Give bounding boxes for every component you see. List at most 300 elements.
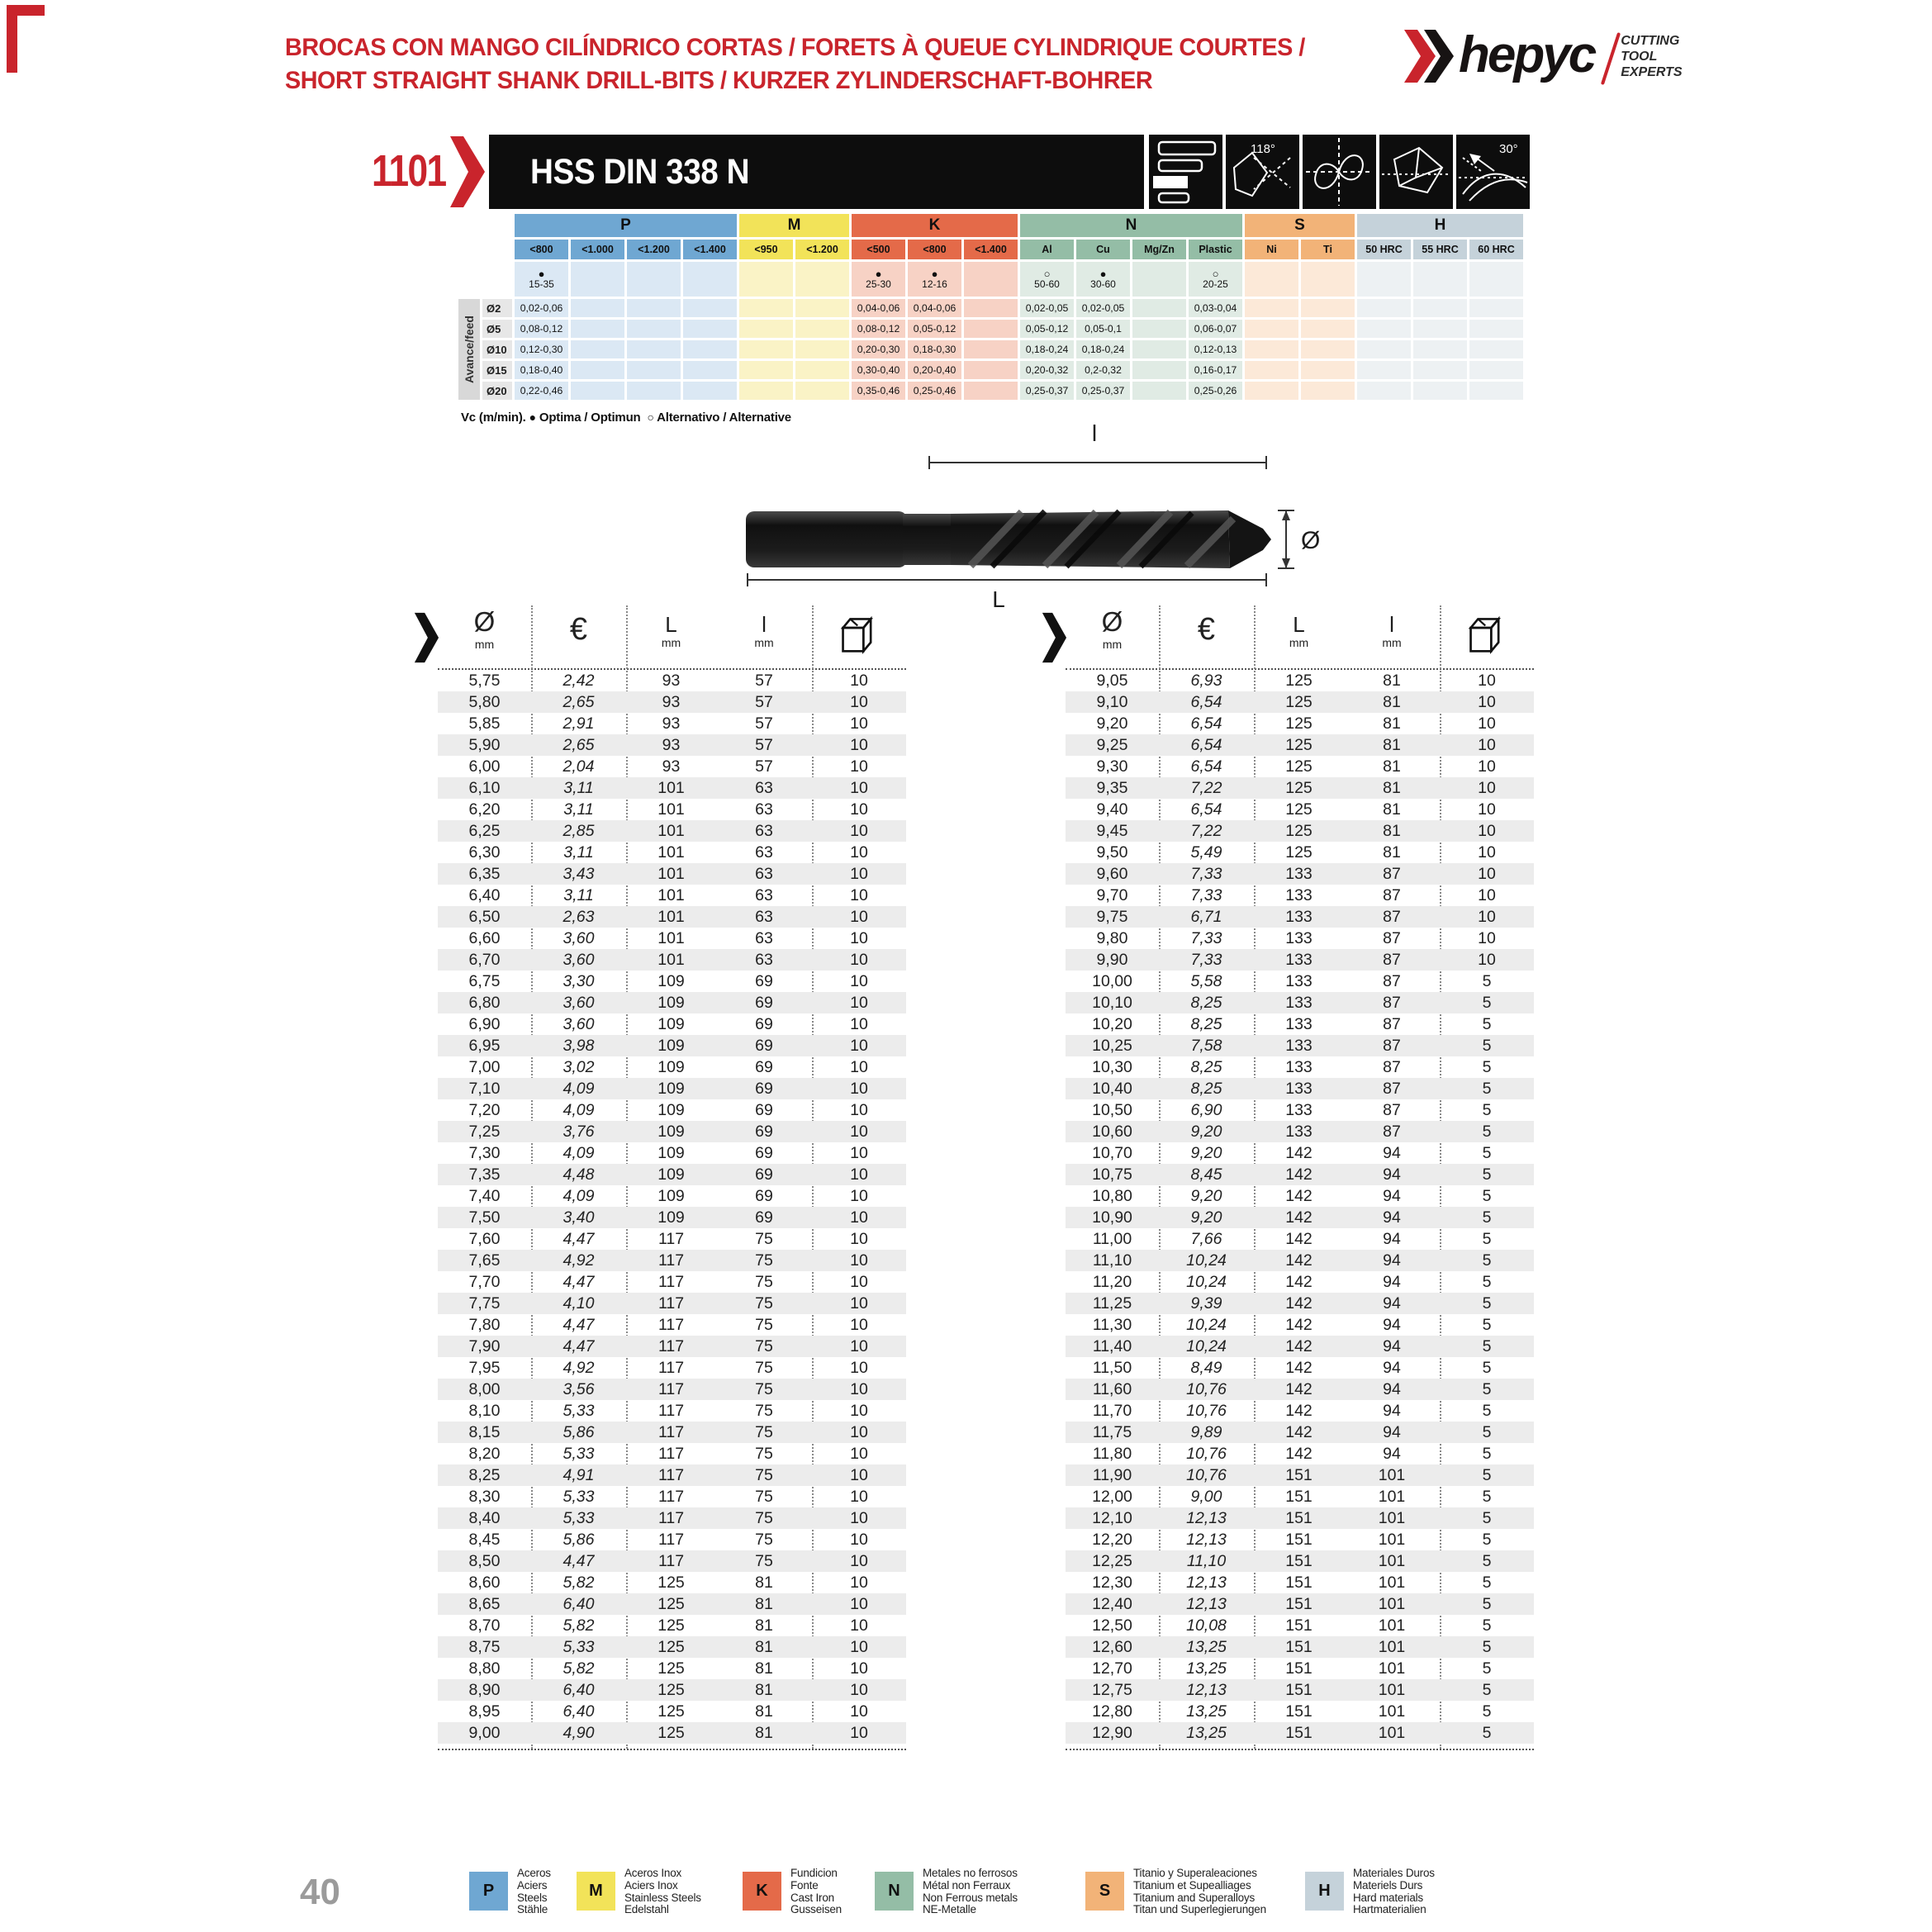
package-qty-cell: 10 (850, 692, 868, 711)
price-cell: 5,82 (563, 1659, 595, 1678)
legend-text-line: Aciers Inox (624, 1878, 678, 1892)
total-length-cell: 151 (1285, 1659, 1313, 1678)
diameter-cell: 8,80 (468, 1659, 501, 1678)
diameter-cell: 10,40 (1092, 1079, 1132, 1098)
flute-length-cell: 75 (755, 1251, 773, 1270)
package-qty-cell: 10 (850, 1294, 868, 1313)
speed-table-subcol-header: <1.400 (964, 240, 1018, 259)
package-box-icon (1468, 610, 1506, 658)
diameter-cell: 8,90 (468, 1680, 501, 1699)
flute-length-cell: 75 (755, 1508, 773, 1527)
price-table-header (438, 605, 906, 668)
legend-chip-S: S (1085, 1872, 1124, 1911)
price-row (438, 1464, 906, 1486)
price-cell: 12,13 (1186, 1530, 1227, 1549)
flute-length-cell: 81 (755, 1659, 773, 1678)
total-length-symbol: L (1293, 612, 1305, 637)
legend-text-line: Fundicion (790, 1867, 838, 1879)
drill-tip (1228, 510, 1271, 568)
cutting-edge-icon (1379, 135, 1453, 209)
flute-length-cell: 87 (1383, 1057, 1401, 1076)
vc-value: 25-30 (866, 278, 891, 290)
price-row (438, 949, 906, 971)
price-cell: 10,24 (1186, 1272, 1227, 1291)
total-length-cell: 117 (657, 1315, 685, 1334)
speed-table-feed-cell (571, 320, 624, 338)
legend-text-N (923, 1868, 1018, 1916)
diameter-cell: 7,70 (468, 1272, 501, 1291)
flute-length-cell: 101 (1378, 1465, 1406, 1484)
speed-table-subcol-header: Cu (1076, 240, 1130, 259)
package-qty-cell: 10 (1478, 843, 1496, 862)
price-cell: 6,90 (1190, 1100, 1222, 1119)
diameter-cell: 12,90 (1092, 1723, 1132, 1742)
speed-table-feed-cell: 0,20-0,32 (1020, 361, 1074, 379)
legend-text-line: Materiels Durs (1353, 1878, 1423, 1892)
price-cell: 7,58 (1190, 1036, 1222, 1055)
price-cell: 4,47 (563, 1336, 595, 1355)
flute-length-cell: 75 (755, 1272, 773, 1291)
price-row (1066, 1615, 1534, 1636)
price-row (1066, 820, 1534, 842)
speed-table-feed-cell (795, 320, 849, 338)
diameter-cell: 7,40 (468, 1186, 501, 1205)
package-qty-cell: 5 (1482, 1251, 1492, 1270)
speed-table-feed-cell: 0,18-0,24 (1020, 340, 1074, 358)
price-cell: 4,09 (563, 1100, 595, 1119)
speed-table-feed-cell (571, 299, 624, 317)
flute-length-cell: 94 (1383, 1251, 1401, 1270)
flute-length-cell: 81 (1383, 735, 1401, 754)
brand-chevron-icon (1403, 25, 1455, 92)
package-qty-cell: 10 (850, 821, 868, 840)
package-qty-cell: 10 (850, 714, 868, 733)
package-qty-cell: 10 (1478, 778, 1496, 797)
price-cell: 10,76 (1186, 1444, 1227, 1463)
diameter-cell: 7,80 (468, 1315, 501, 1334)
flute-length-cell: 101 (1378, 1680, 1406, 1699)
total-length-cell: 93 (662, 714, 681, 733)
diameter-unit: mm (1102, 638, 1123, 651)
flute-length-symbol: l (1389, 612, 1394, 637)
diameter-cell: 8,40 (468, 1508, 501, 1527)
price-cell: 3,76 (563, 1122, 595, 1141)
speed-table-feed-cell (795, 299, 849, 317)
diameter-cell: 12,60 (1092, 1637, 1132, 1656)
flute-length-cell: 94 (1383, 1208, 1401, 1227)
total-length-cell: 117 (657, 1358, 685, 1377)
flute-length-cell: 87 (1383, 864, 1401, 883)
speed-table-row-label: Ø20 (482, 382, 512, 400)
speed-table-feed-cell (1245, 382, 1298, 400)
vc-value: 50-60 (1034, 278, 1060, 290)
size-bars-icon (1149, 135, 1222, 209)
speed-table-feed-cell: 0,25-0,46 (908, 382, 961, 400)
flute-length-cell: 94 (1383, 1401, 1401, 1420)
diameter-cell: 7,10 (468, 1079, 501, 1098)
package-qty-cell: 10 (850, 1487, 868, 1506)
package-qty-cell: 10 (850, 1702, 868, 1721)
flute-length-cell: 94 (1383, 1358, 1401, 1377)
legend-text-S (1133, 1868, 1266, 1916)
legend-chip-M: M (577, 1872, 615, 1911)
flute-length-cell: 75 (755, 1315, 773, 1334)
diameter-cell: 12,20 (1092, 1530, 1132, 1549)
price-row (438, 1271, 906, 1293)
speed-table-vc-cell (1357, 262, 1411, 297)
diameter-cell: 5,90 (468, 735, 501, 754)
diameter-cell: 9,80 (1096, 928, 1128, 947)
total-length-cell: 125 (657, 1573, 685, 1592)
speed-table-feed-cell: 0,25-0,37 (1076, 382, 1130, 400)
total-length-cell: 117 (657, 1551, 685, 1570)
package-qty-cell: 5 (1482, 1100, 1492, 1119)
diameter-cell: 8,20 (468, 1444, 501, 1463)
diameter-cell: 12,70 (1092, 1659, 1132, 1678)
legend-chip-H: H (1305, 1872, 1344, 1911)
svg-text:30°: 30° (1499, 142, 1518, 156)
flute-length-cell: 75 (755, 1229, 773, 1248)
flute-length-cell: 69 (755, 1100, 773, 1119)
price-row (1066, 1078, 1534, 1099)
price-cell: 3,60 (563, 950, 595, 969)
price-cell: 6,54 (1190, 714, 1222, 733)
table-bottom-divider (438, 1749, 906, 1750)
legend-text-line: Gusseisen (790, 1903, 842, 1916)
price-table-left (438, 605, 906, 1755)
price-cell: 5,49 (1190, 843, 1222, 862)
speed-table-group-P: P (515, 214, 737, 237)
package-qty-cell: 10 (850, 778, 868, 797)
price-row (1066, 1464, 1534, 1486)
total-length-cell: 117 (657, 1379, 685, 1398)
package-qty-cell: 10 (850, 800, 868, 819)
speed-table-vc-cell (1189, 262, 1242, 297)
flute-length-cell: 94 (1383, 1444, 1401, 1463)
flute-length-cell: 81 (1383, 800, 1401, 819)
flute-length-cell: 87 (1383, 993, 1401, 1012)
package-qty-cell: 10 (850, 671, 868, 690)
flute-length-cell: 75 (755, 1487, 773, 1506)
price-cell: 2,63 (563, 907, 595, 926)
price-row (438, 1185, 906, 1207)
price-cell: 3,60 (563, 1014, 595, 1033)
flute-length-cell: 69 (755, 993, 773, 1012)
price-row (438, 1314, 906, 1336)
total-length-cell: 151 (1285, 1723, 1313, 1742)
speed-table-subcol-header: Ti (1301, 240, 1355, 259)
price-cell: 9,89 (1190, 1422, 1222, 1441)
flute-length-cell: 94 (1383, 1379, 1401, 1398)
diameter-cell: 8,10 (468, 1401, 501, 1420)
brand-tagline-line: EXPERTS (1621, 65, 1683, 79)
brand-tagline-line: CUTTING (1621, 34, 1680, 48)
flute-length-symbol: l (762, 612, 767, 637)
total-length-cell: 133 (1285, 864, 1313, 883)
flute-length-cell: 57 (755, 714, 773, 733)
price-row (438, 1250, 906, 1271)
diameter-cell: 6,95 (468, 1036, 501, 1055)
speed-table-feed-cell (683, 361, 737, 379)
speed-table-feed-cell (739, 299, 793, 317)
flute-length-cell: 75 (755, 1336, 773, 1355)
price-row (438, 691, 906, 713)
flute-length-cell: 81 (755, 1702, 773, 1721)
speed-table-feed-cell (739, 382, 793, 400)
price-cell: 12,13 (1186, 1680, 1227, 1699)
diameter-cell: 10,80 (1092, 1186, 1132, 1205)
price-cell: 4,10 (563, 1294, 595, 1313)
table-bottom-divider (1066, 1749, 1534, 1750)
price-row (438, 928, 906, 949)
price-cell: 13,25 (1186, 1723, 1227, 1742)
price-row (438, 1722, 906, 1744)
legend-text-line: Non Ferrous metals (923, 1891, 1018, 1904)
legend-chip-N: N (875, 1872, 914, 1911)
flute-length-cell: 75 (755, 1444, 773, 1463)
package-qty-cell: 10 (850, 1143, 868, 1162)
speed-table-feed-cell (1301, 320, 1355, 338)
diameter-cell: 10,00 (1092, 971, 1132, 990)
price-row (1066, 1142, 1534, 1164)
price-cell: 4,92 (563, 1358, 595, 1377)
price-cell: 10,76 (1186, 1379, 1227, 1398)
speed-table-vc-cell (1076, 262, 1130, 297)
speed-table-feed-cell (739, 340, 793, 358)
price-cell: 3,02 (563, 1057, 595, 1076)
package-qty-cell: 10 (850, 1208, 868, 1227)
flute-length-cell: 75 (755, 1551, 773, 1570)
legend-text-line: Titan und Superlegierungen (1133, 1903, 1266, 1916)
total-length-symbol: L (665, 612, 677, 637)
total-length-cell: 117 (657, 1487, 685, 1506)
price-cell: 3,43 (563, 864, 595, 883)
flute-length-cell: 87 (1383, 971, 1401, 990)
total-length-cell: 151 (1285, 1487, 1313, 1506)
total-length-cell: 109 (657, 1143, 685, 1162)
flute-length-cell: 57 (755, 735, 773, 754)
package-column-header (812, 605, 906, 662)
diameter-cell: 8,60 (468, 1573, 501, 1592)
package-qty-cell: 10 (850, 1358, 868, 1377)
package-qty-cell: 10 (850, 1422, 868, 1441)
speed-table-feed-cell (1357, 340, 1411, 358)
flute-length-cell: 75 (755, 1379, 773, 1398)
total-length-cell: 133 (1285, 993, 1313, 1012)
speed-table-subcol-header: <1.000 (571, 240, 624, 259)
package-qty-cell: 10 (850, 1594, 868, 1613)
package-qty-cell: 5 (1482, 1143, 1492, 1162)
flute-length-cell: 87 (1383, 1014, 1401, 1033)
price-row (438, 1228, 906, 1250)
speed-table-feed-cell (1301, 382, 1355, 400)
total-length-cell: 117 (657, 1272, 685, 1291)
legend-text-line: Metales no ferrosos (923, 1867, 1018, 1879)
total-length-cell: 109 (657, 1186, 685, 1205)
total-length-cell: 151 (1285, 1508, 1313, 1527)
flute-length-cell: 101 (1378, 1551, 1406, 1570)
total-length-cell: 142 (1285, 1186, 1313, 1205)
diameter-cell: 6,80 (468, 993, 501, 1012)
price-cell: 3,60 (563, 928, 595, 947)
speed-table-subcol-header: 60 HRC (1469, 240, 1523, 259)
flute-length-cell: 63 (755, 885, 773, 904)
diameter-cell: 9,00 (468, 1723, 501, 1742)
diameter-cell: 10,75 (1092, 1165, 1132, 1184)
price-row (438, 1013, 906, 1035)
package-qty-cell: 10 (850, 1465, 868, 1484)
legend-text-line: Materiales Duros (1353, 1867, 1435, 1879)
total-length-cell: 125 (1285, 714, 1313, 733)
diameter-cell: 6,35 (468, 864, 501, 883)
price-cell: 3,30 (563, 971, 595, 990)
legend-text-H (1353, 1868, 1435, 1916)
package-qty-cell: 10 (1478, 950, 1496, 969)
price-cell: 4,47 (563, 1315, 595, 1334)
speed-table-subcol-header: 50 HRC (1357, 240, 1411, 259)
speed-table-feed-cell (1413, 361, 1467, 379)
total-length-cell: 142 (1285, 1315, 1313, 1334)
price-row (438, 1572, 906, 1593)
flute-length-cell: 101 (1378, 1702, 1406, 1721)
package-qty-cell: 10 (850, 1530, 868, 1549)
price-table-left-rows (438, 670, 906, 1744)
package-qty-cell: 10 (850, 1315, 868, 1334)
speed-table-subcol-header: <1.200 (627, 240, 681, 259)
package-qty-cell: 5 (1482, 1401, 1492, 1420)
price-cell: 6,54 (1190, 735, 1222, 754)
speed-table-feed-cell (1469, 320, 1523, 338)
diameter-cell: 11,80 (1092, 1444, 1132, 1463)
package-qty-cell: 5 (1482, 1036, 1492, 1055)
flute-length-cell: 101 (1378, 1594, 1406, 1613)
legend-text-line: Aceros Inox (624, 1867, 682, 1879)
total-length-cell: 101 (657, 885, 685, 904)
legend-text-line: NE-Metalle (923, 1903, 976, 1916)
flute-length-cell: 81 (1383, 671, 1401, 690)
speed-table-vc-cell (515, 262, 568, 297)
diameter-cell: 9,90 (1096, 950, 1128, 969)
vc-marker-icon: ○ (1043, 267, 1051, 280)
price-row (438, 670, 906, 691)
price-cell: 3,40 (563, 1208, 595, 1227)
package-qty-cell: 5 (1482, 1465, 1492, 1484)
price-row (1066, 1035, 1534, 1056)
diameter-cell: 12,75 (1092, 1680, 1132, 1699)
total-length-cell: 142 (1285, 1422, 1313, 1441)
brand-tagline-line: TOOL (1621, 50, 1658, 64)
speed-table-feed-cell (627, 361, 681, 379)
total-length-cell: 117 (657, 1229, 685, 1248)
price-cell: 4,48 (563, 1165, 595, 1184)
diameter-cell: 11,90 (1092, 1465, 1132, 1484)
total-length-cell: 142 (1285, 1272, 1313, 1291)
flute-length-cell: 81 (755, 1680, 773, 1699)
package-qty-cell: 5 (1482, 1315, 1492, 1334)
price-cell: 7,33 (1190, 928, 1222, 947)
legend-text-line: Hartmaterialien (1353, 1903, 1426, 1916)
price-row (1066, 1013, 1534, 1035)
package-qty-cell: 10 (850, 971, 868, 990)
speed-table-vc-cell (1413, 262, 1467, 297)
price-row (1066, 1185, 1534, 1207)
speed-table-feed-cell (1132, 299, 1186, 317)
package-qty-cell: 10 (850, 1165, 868, 1184)
flute-length-cell: 94 (1383, 1143, 1401, 1162)
total-length-cell: 93 (662, 671, 681, 690)
package-qty-cell: 10 (850, 1723, 868, 1742)
speed-table-feed-cell: 0,05-0,1 (1076, 320, 1130, 338)
price-cell: 9,20 (1190, 1143, 1222, 1162)
total-length-cell: 133 (1285, 928, 1313, 947)
price-row (438, 1636, 906, 1658)
package-qty-cell: 5 (1482, 1122, 1492, 1141)
flute-length-column-header (1344, 605, 1440, 649)
legend-chip-K: K (743, 1872, 781, 1911)
diameter-column-header (438, 605, 531, 651)
package-qty-cell: 5 (1482, 1379, 1492, 1398)
package-qty-cell: 10 (850, 1573, 868, 1592)
total-length-cell: 151 (1285, 1702, 1313, 1721)
price-row (1066, 670, 1534, 691)
price-row (1066, 1336, 1534, 1357)
product-name-bar (489, 135, 1144, 209)
diameter-column-header (1066, 605, 1159, 651)
flute-length-cell: 94 (1383, 1294, 1401, 1313)
package-qty-cell: 5 (1482, 1358, 1492, 1377)
total-length-cell: 151 (1285, 1616, 1313, 1635)
price-table-header (1066, 605, 1534, 668)
package-qty-cell: 5 (1482, 1508, 1492, 1527)
speed-table-feed-cell (795, 361, 849, 379)
flute-length-cell: 81 (1383, 843, 1401, 862)
flute-length-cell: 75 (755, 1401, 773, 1420)
flute-length-cell: 101 (1378, 1723, 1406, 1742)
package-qty-cell: 10 (850, 1229, 868, 1248)
diameter-cell: 7,35 (468, 1165, 501, 1184)
price-cell: 2,65 (563, 735, 595, 754)
package-qty-cell: 5 (1482, 1229, 1492, 1248)
price-cell: 7,33 (1190, 864, 1222, 883)
package-qty-cell: 10 (850, 1272, 868, 1291)
price-cell: 7,33 (1190, 950, 1222, 969)
price-column-header (1159, 605, 1254, 653)
legend-text-line: Stainless Steels (624, 1891, 701, 1904)
diameter-cell: 9,20 (1096, 714, 1128, 733)
price-cell: 10,24 (1186, 1336, 1227, 1355)
price-cell: 2,04 (563, 757, 595, 776)
avance-feed-label (458, 299, 480, 400)
diameter-cell: 6,70 (468, 950, 501, 969)
total-length-cell: 142 (1285, 1229, 1313, 1248)
euro-symbol: € (569, 612, 588, 647)
flute-length-cell: 94 (1383, 1229, 1401, 1248)
price-row (1066, 1314, 1534, 1336)
package-qty-cell: 10 (850, 1680, 868, 1699)
package-qty-cell: 5 (1482, 1573, 1492, 1592)
price-cell: 9,20 (1190, 1208, 1222, 1227)
speed-table-feed-cell (1245, 361, 1298, 379)
package-qty-cell: 10 (850, 1186, 868, 1205)
vc-marker-icon: ● (1099, 267, 1107, 280)
total-length-cell: 142 (1285, 1336, 1313, 1355)
price-cell: 9,20 (1190, 1122, 1222, 1141)
price-row (1066, 1379, 1534, 1400)
flute-length-cell: 57 (755, 671, 773, 690)
price-table-right-rows (1066, 670, 1534, 1744)
total-length-cell: 151 (1285, 1637, 1313, 1656)
vc-value: 30-60 (1090, 278, 1116, 290)
